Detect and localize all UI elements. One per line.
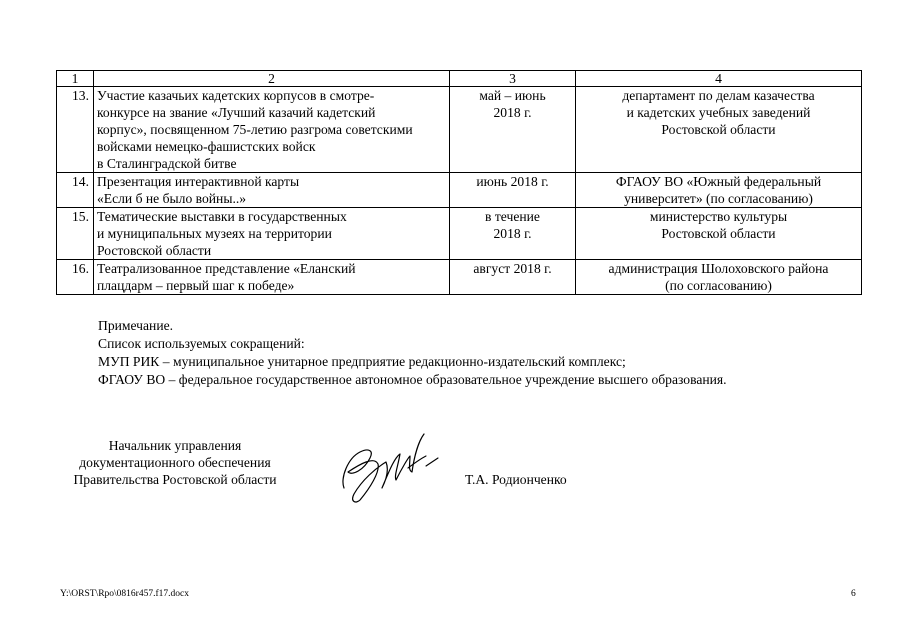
column-header-3: 3 [450,71,576,87]
row-number: 16. [57,260,94,295]
event-name: Презентация интерактивной карты «Если б не было войны..» [94,173,450,208]
row-number: 14. [57,173,94,208]
table-row [57,87,862,173]
signatory-position: Начальник управления документационного обеспечения Правительства Ростовской области [73,438,277,487]
event-responsible: ФГАОУ ВО «Южный федеральный университет» (по согласованию) [576,173,862,208]
event-date: июнь 2018 г. [450,173,576,208]
footer-file-path: Y:\ORST\Rpo\0816r457.f17.docx [60,589,189,599]
page-number: 6 [851,589,856,599]
column-header-4: 4 [576,71,862,87]
note-intro: Список используемых сокращений: [98,336,305,351]
abbreviation-item: ФГАОУ ВО – федеральное государственное автономное образовательное учреждение высшего образования. [98,372,727,387]
row-number: 13. [57,87,94,173]
event-name: Тематические выставки в государственных и муниципальных музеях на территории Ростовской области [94,208,450,260]
table-row [57,208,862,260]
event-responsible: администрация Шолоховского района (по согласованию) [576,260,862,295]
column-header-1: 1 [57,71,94,87]
table-header-row [57,71,862,87]
event-name: Участие казачьих кадетских корпусов в смотре- конкурсе на звание «Лучший казачий кадетский корпус», посвященном 75-летию разгрома советскими войсками немецко-фашистских войск в Сталинградской битве [94,87,450,173]
event-name: Театрализованное представление «Еланский плацдарм – первый шаг к победе» [94,260,450,295]
signatory-name: Т.А. Родионченко [465,472,567,487]
note-block [98,317,727,389]
table-row [57,260,862,295]
event-date: в течение 2018 г. [450,208,576,260]
events-table [56,70,862,295]
event-responsible: министерство культуры Ростовской области [576,208,862,260]
abbreviation-item: МУП РИК – муниципальное унитарное предприятие редакционно-издательский комплекс; [98,354,626,369]
signature-icon [330,428,450,508]
table-row [57,173,862,208]
note-title: Примечание. [98,318,174,333]
column-header-2: 2 [94,71,450,87]
row-number: 15. [57,208,94,260]
event-date: май – июнь 2018 г. [450,87,576,173]
event-responsible: департамент по делам казачества и кадетских учебных заведений Ростовской области [576,87,862,173]
event-date: август 2018 г. [450,260,576,295]
